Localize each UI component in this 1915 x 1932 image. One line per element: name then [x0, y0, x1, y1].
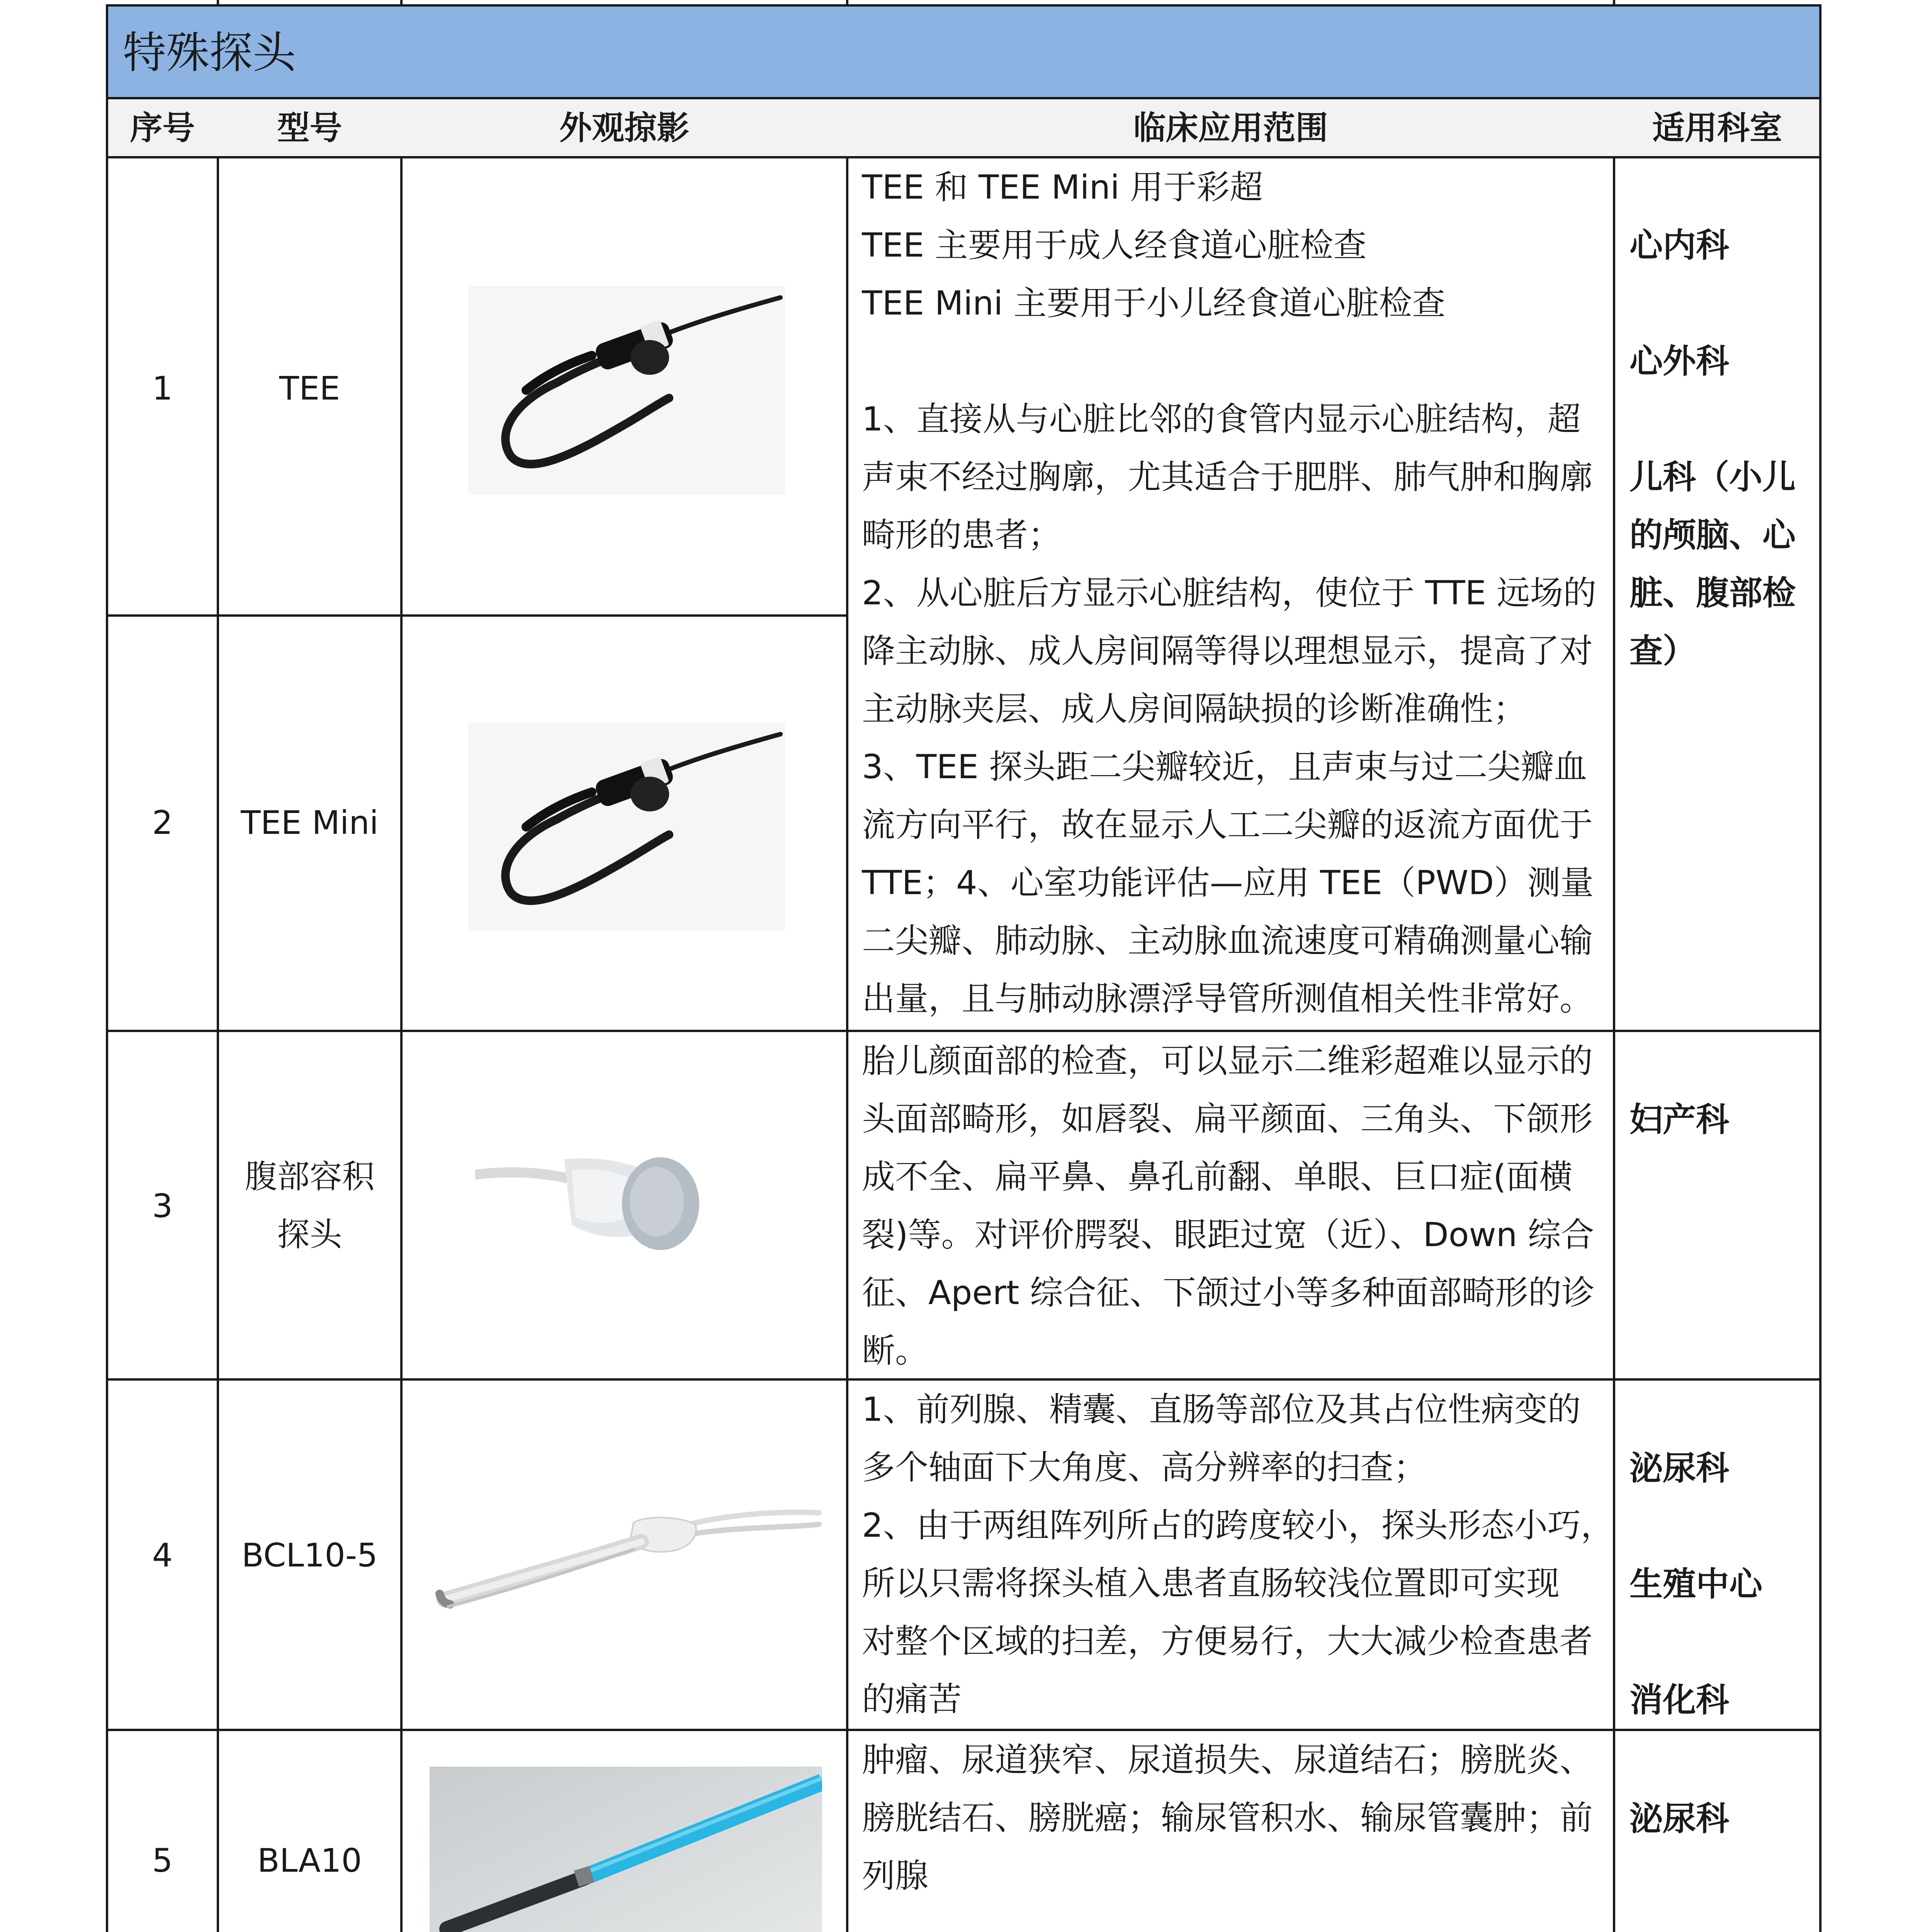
bla10-probe-icon [430, 1767, 822, 1932]
department-line: 生殖中心 [1630, 1565, 1762, 1604]
grid-line [400, 0, 403, 4]
section-title: 特殊探头 [123, 28, 296, 78]
header-model: 型号 [277, 109, 342, 147]
application-line: TEE 和 TEE Mini 用于彩超 [862, 168, 1263, 207]
row-1-model: TEE [279, 369, 340, 407]
application-line: TEE Mini 主要用于小儿经食道心脏检查 [862, 284, 1446, 323]
application-line: 头面部畸形，如唇裂、扁平颜面、三角头、下颌形 [862, 1100, 1593, 1138]
application-line: 声束不经过胸廓，尤其适合于肥胖、肺气肿和胸廓 [862, 458, 1593, 497]
row-4-no: 4 [152, 1536, 173, 1574]
department-line [1630, 1497, 1762, 1555]
department-line: 消化科 [1630, 1681, 1729, 1719]
row-1-no: 1 [152, 369, 173, 407]
department-line [1630, 274, 1796, 332]
department-line: 脏、腹部检 [1630, 574, 1796, 612]
application-line: 二尖瓣、肺动脉、主动脉血流速度可精确测量心输 [862, 922, 1593, 960]
application-line: 断。 [862, 1332, 928, 1370]
application-3 [862, 1032, 1595, 1380]
application-line: 的痛苦 [862, 1680, 962, 1719]
section-title-bar [107, 7, 1819, 97]
row-2-no: 2 [152, 804, 173, 842]
application-line: 所以只需将探头植入患者直肠较浅位置即可实现 [862, 1564, 1560, 1603]
application-line: 列腺 [862, 1857, 928, 1895]
application-line: 肿瘤、尿道狭窄、尿道损失、尿道结石；膀胱炎、 [862, 1741, 1593, 1779]
department-line: 心内科 [1630, 226, 1729, 265]
application-line: 对整个区域的扫差，方便易行，大大减少检查患者 [862, 1622, 1593, 1661]
grid-line [217, 156, 219, 1932]
grid-line [1819, 4, 1822, 1932]
header-no: 序号 [130, 109, 195, 147]
header-photo: 外观掠影 [559, 109, 689, 147]
row-5-no: 5 [152, 1842, 173, 1879]
departments-tee [1630, 216, 1796, 680]
row-5-model: BLA10 [257, 1842, 362, 1879]
row-4-model: BCL10-5 [241, 1536, 378, 1574]
tee-probe-icon [468, 286, 785, 495]
application-line: 征、Apert 综合征、下颌过小等多种面部畸形的诊 [862, 1274, 1595, 1312]
application-line: 3、TEE 探头距二尖瓣较近，且声束与过二尖瓣血 [862, 748, 1587, 786]
application-line: 成不全、扁平鼻、鼻孔前翻、单眼、巨口症(面横 [862, 1158, 1573, 1196]
application-line: 主动脉夹层、成人房间隔缺损的诊断准确性； [862, 690, 1526, 728]
tee-mini-probe-icon [468, 723, 785, 931]
department-line [1630, 1613, 1762, 1671]
application-line: 出量，且与肺动脉漂浮导管所测值相关性非常好。 [862, 980, 1593, 1018]
application-line: 胎儿颜面部的检查，可以显示二维彩超难以显示的 [862, 1042, 1593, 1080]
department-line [1630, 390, 1796, 448]
application-line: 降主动脉、成人房间隔等得以理想显示，提高了对 [862, 632, 1593, 670]
grid-line [106, 4, 108, 1932]
row-3-no: 3 [152, 1187, 173, 1225]
application-line: 2、从心脏后方显示心脏结构，使位于 TTE 远场的 [862, 574, 1597, 612]
application-line: 裂)等。对评价腭裂、眼距过宽（近）、Down 综合 [862, 1216, 1594, 1254]
grid-line [106, 4, 1822, 7]
department-line: 儿科（小儿 [1630, 458, 1796, 497]
application-line: 流方向平行，故在显示人工二尖瓣的返流方面优于 [862, 806, 1593, 844]
application-line: TEE 主要用于成人经食道心脏检查 [862, 226, 1367, 265]
grid-line [846, 0, 848, 4]
department-line: 泌尿科 [1630, 1449, 1729, 1488]
row-2-model: TEE Mini [241, 804, 379, 842]
application-5 [862, 1731, 1593, 1905]
application-line: 1、直接从与心脏比邻的食管内显示心脏结构，超 [862, 400, 1581, 439]
header-scope: 临床应用范围 [1133, 109, 1328, 147]
departments-3 [1630, 1091, 1729, 1149]
row-3-model [219, 1148, 400, 1264]
grid-line [400, 156, 403, 1932]
application-line: 畸形的患者； [862, 516, 1061, 554]
department-line: 查） [1630, 632, 1696, 670]
application-line: 膀胱结石、膀胱癌；输尿管积水、输尿管囊肿；前 [862, 1799, 1593, 1837]
department-line: 的颅脑、心 [1630, 516, 1796, 554]
application-4 [862, 1381, 1614, 1728]
model-line: 探头 [277, 1216, 342, 1253]
application-line: 2、由于两组阵列所占的跨度较小，探头形态小巧， [862, 1506, 1614, 1545]
application-line: TTE；4、心室功能评估—应用 TEE（PWD）测量 [862, 864, 1594, 902]
endocavity-probe-icon [433, 1484, 834, 1631]
department-line: 妇产科 [1630, 1100, 1729, 1139]
department-line: 心外科 [1630, 342, 1729, 381]
grid-line [1613, 0, 1615, 4]
application-line [862, 332, 1596, 390]
departments-4 [1630, 1439, 1762, 1729]
header-dept: 适用科室 [1652, 109, 1782, 147]
grid-line [846, 156, 848, 1932]
grid-line [217, 0, 219, 4]
departments-5 [1630, 1790, 1729, 1848]
model-line: 腹部容积 [245, 1158, 375, 1196]
application-line: 1、前列腺、精囊、直肠等部位及其占位性病变的 [862, 1390, 1581, 1429]
volume-probe-icon [475, 1117, 707, 1279]
department-line: 泌尿科 [1630, 1799, 1729, 1838]
application-tee [862, 158, 1596, 1028]
application-line: 多个轴面下大角度、高分辨率的扫查； [862, 1448, 1427, 1487]
